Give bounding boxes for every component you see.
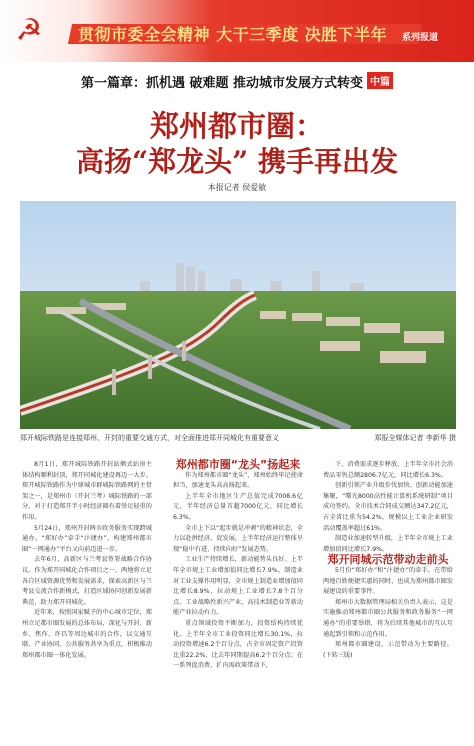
news-photo	[20, 201, 456, 429]
paragraph: 去年6月，高新区与兰考县签署战略合作协议。作为郑开同城化合作项目之一，两地将立足各自区域资源优势和发展需求，探索高新区与兰考县交流合作新模式，打造区域协同创新发展新典范，助力郑开同城化。	[22, 556, 152, 606]
photo-caption	[20, 433, 456, 443]
subheading-zhengkai: 郑开同城示范带动走前头	[327, 553, 449, 567]
paragraph: 制造业加速转型升级，上半年全市规上工业增加值同比增长7.9%。	[323, 535, 453, 553]
headline-line-2: 高扬“郑龙头” 携手再出发	[76, 145, 398, 178]
paragraph: 下，消费需求逐步释放，上半年全市社会消费品零售总额2806.7亿元，同比增长6.3%。	[323, 461, 453, 479]
paragraph: 全市上下以“起步就是冲刺”的精神状态，全力以赴拼经济、促发展，上半年经济运行整体呈现“稳中有进、持续向好”发展态势。	[173, 524, 303, 553]
section-title-text: 第一篇章：抓机遇 破难题 推动城市发展方式转变	[80, 76, 364, 91]
article-column-2	[173, 460, 303, 672]
paragraph: 5月24日，郑州开封两市政务服务实现跨城通办。“郑好办”牵手“汴捷办”，构建郑州都市圈“一网通办”平台又向前迈进一步。	[22, 524, 152, 553]
series-banner	[0, 0, 474, 62]
section-badge: 中篇	[367, 72, 393, 89]
photo-credit: 郑报全媒体记者 李新华 摄	[374, 434, 456, 442]
paragraph: 近年来，按照国家赋予的中心城市定位，郑州立足都市圈发展的总体布局，深化与开封、新乡、焦作、许昌等周边城市的合作，以交通互联、产业协同、公共服务共享为重点，积极推动郑州都市圈一体化发展。	[22, 609, 152, 659]
article-column-3	[323, 460, 453, 661]
banner-title: 贯彻市委全会精神 大干三季度 决胜下半年	[78, 25, 388, 44]
paragraph: 创新引领产业升级步伐加快。创新动能加速集聚，“曙光8000高性能计算机系统研制”项目成功签约。全市技术合同成交额达347.2亿元，占全省比重为54.2%，规模以上工业企业研发活动覆盖率超过61%。	[323, 482, 453, 532]
railway-city-photo	[20, 201, 456, 429]
caption-text: 郑开城际铁路是连接郑州、开封的重要交通方式，对全面推进郑开同城化有重要意义	[20, 434, 279, 442]
paragraph: 5月份“郑好办”和“汴捷办”的牵手，在带给两地百姓便捷实惠的同时，也成为郑州都市圈发展建设的重要事件。	[323, 566, 453, 596]
paragraph: 上半年全市地区生产总值完成7008.6亿元，半年经济总量首超7000亿元，同比增长6.3%。	[173, 492, 303, 521]
paragraph: 作为郑州都市圈“龙头”，郑州始终牢记使命担当，加速龙头高高扬起来。	[173, 471, 303, 490]
paragraph: 工业生产持续增长，新动能势头良好。上半年全市规上工业增加值同比增长7.9%。制造业对工业支撑作用明显，全市规上制造业增加值同比增长8.9%，拉动规上工业增长7.8个百分点。工业战略性新兴产业、高技术制造业等新动能产业拉动有力。	[173, 556, 303, 617]
paragraph: 郑州都市圈建设，示范带动为主要路径。(下转三版)	[323, 641, 453, 659]
paragraph: 郑州市大数据管理局相关负责人表示，这是实施推动郑州都市圈公共服务和政务服务“一网通办”的重要举措，将为后续其他城市的互认互通起到引领和示范作用。	[323, 598, 453, 638]
party-emblem-icon: ☭	[15, 13, 43, 48]
subheading-dragon-head: 郑州都市圈“龙头”扬起来	[175, 458, 301, 471]
section-title	[0, 72, 474, 91]
banner-tag: 系列报道	[402, 33, 439, 43]
paragraph: 重点领域投资不断加力，投资结构持续优化。上半年全市工业投资同比增长30.1%，拉动投资增速6.2个百分点，占全市固定资产投资比重22.2%，比去年同期提高6.2个百分点；在一系列促消费、扩内需政策带动下，	[173, 619, 303, 670]
byline: 本报记者 侯爱敏	[207, 183, 267, 192]
headline-line-1: 郑州都市圈：	[149, 109, 324, 143]
paragraph: 8月1日，郑开城际铁路开封站侧式站房主体结构顺利封顶，郑开同城化建设再迈一大步。郑开城际铁路作为中原城市群城际铁路网的主骨架之一，是郑州市（开封兰考）城际铁路的一部分，对于打造郑开半小时经济圈有着举足轻重的作用。	[22, 461, 152, 521]
article-column-1	[22, 460, 152, 661]
